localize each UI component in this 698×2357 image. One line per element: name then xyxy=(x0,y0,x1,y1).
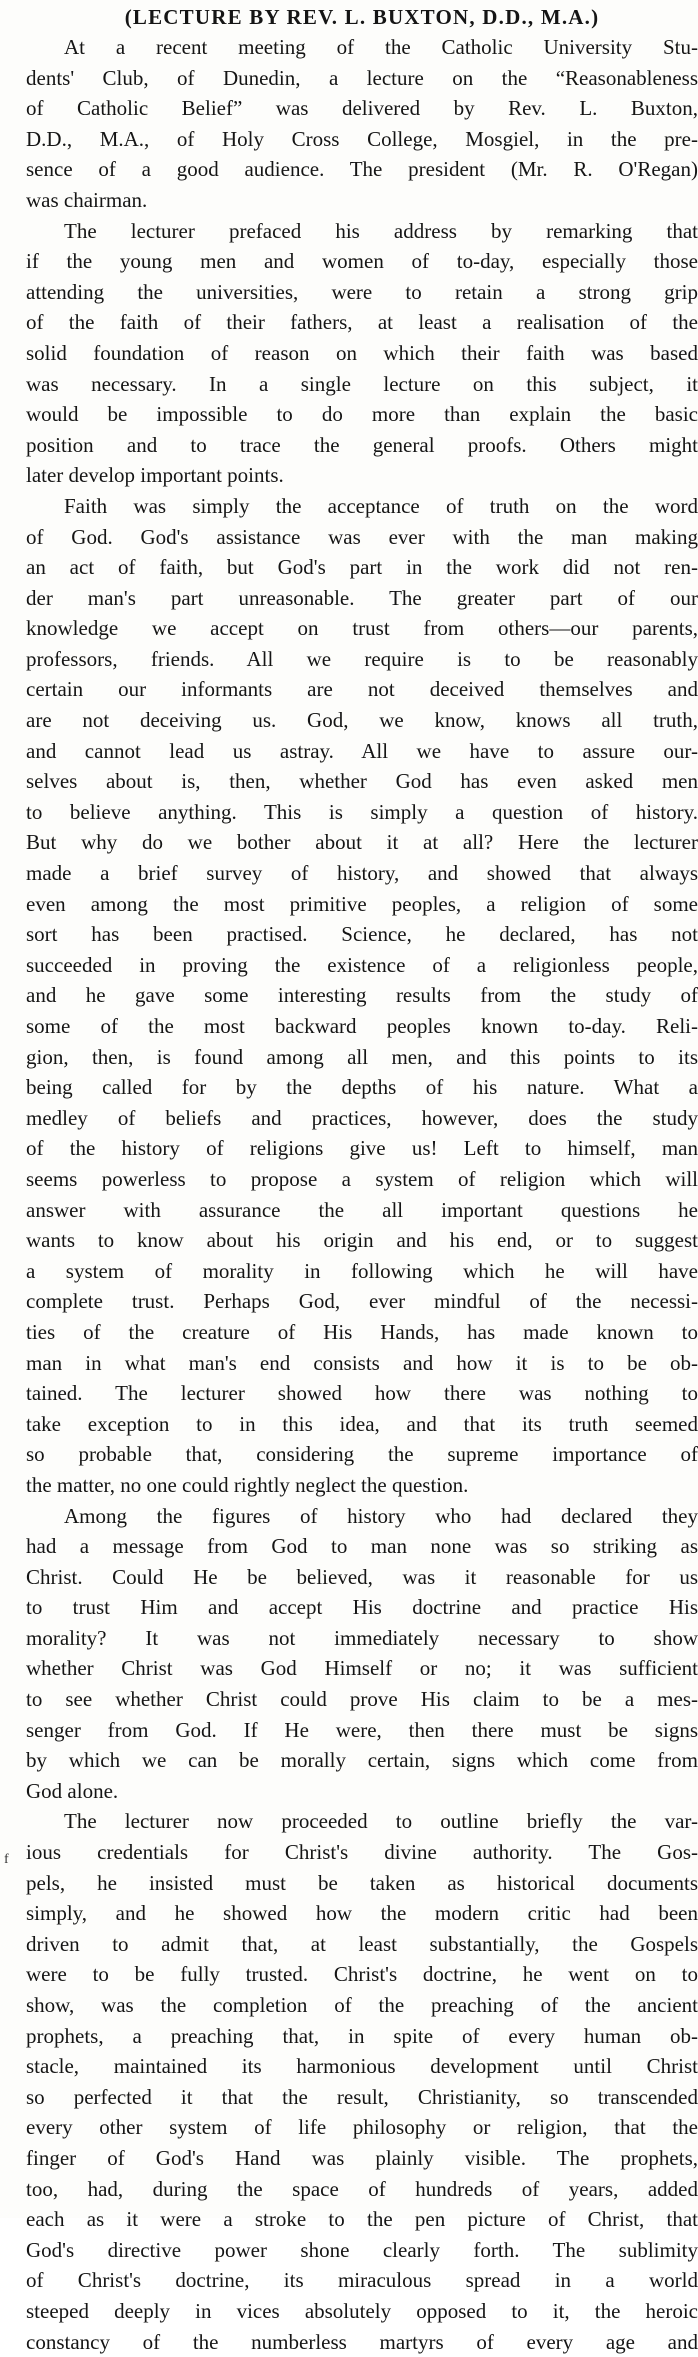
text-line: to trust Him and accept His doctrine and practice His xyxy=(26,1595,698,1620)
article-heading: (LECTURE BY REV. L. BUXTON, D.D., M.A.) xyxy=(124,5,600,29)
text-line: der man's part unreasonable. The greater part of our xyxy=(26,585,698,610)
text-line: attending the universities, were to retain a strong grip xyxy=(26,279,698,304)
text-line: pels, he insisted must be taken as historical documents xyxy=(26,1870,698,1895)
text-line: complete trust. Perhaps God, ever mindful of the necessi- xyxy=(26,1289,698,1314)
text-line: are not deceiving us. God, we know, knows all truth, xyxy=(26,708,698,733)
text-line: to see whether Christ could prove His claim to be a mes- xyxy=(26,1687,698,1712)
article-paragraph xyxy=(26,216,698,491)
text-line: of Christ's doctrine, its miraculous spread in a world xyxy=(26,2268,698,2293)
text-line: to believe anything. This is simply a question of history. xyxy=(26,799,698,824)
text-line: were to be fully trusted. Christ's doctrine, he went on to xyxy=(26,1962,698,1987)
article-paragraph xyxy=(26,32,698,216)
margin-mark: f xyxy=(4,1852,9,1867)
text-line: But why do we bother about it at all? Here the lecturer xyxy=(26,830,698,855)
text-line: prophets, a preaching that, in spite of every human ob- xyxy=(26,2023,698,2048)
text-line: ious credentials for Christ's divine authority. The Gos- xyxy=(26,1840,698,1865)
text-line: succeeded in proving the existence of a religionless people, xyxy=(26,952,698,977)
text-line: being called for by the depths of his nature. What a xyxy=(26,1075,698,1100)
text-line: The lecturer now proceeded to outline briefly the var- xyxy=(64,1809,698,1834)
text-line: At a recent meeting of the Catholic University Stu- xyxy=(64,35,698,59)
text-line: of God. God's assistance was ever with the man making xyxy=(26,524,698,549)
text-line: show, was the completion of the preaching of the ancient xyxy=(26,1993,698,2017)
text-line: certain our informants are not deceived themselves and xyxy=(26,677,698,702)
text-line: sence of a good audience. The president (Mr. R. O'Regan) xyxy=(26,157,698,182)
text-line: ties of the creature of His Hands, has made known to xyxy=(26,1319,698,1344)
text-line: God's directive power shone clearly forth. The sublimity xyxy=(26,2237,698,2262)
text-line: too, had, during the space of hundreds of years, added xyxy=(26,2176,698,2201)
text-line: the matter, no one could rightly neglect the question. xyxy=(26,1472,469,1497)
text-line: D.D., M.A., of Holy Cross College, Mosgiel, in the pre- xyxy=(26,126,698,151)
text-line: and cannot lead us astray. All we have to assure our- xyxy=(26,738,698,763)
text-line: of the faith of their fathers, at least a realisation of the xyxy=(26,310,698,335)
text-line: Among the figures of history who had declared they xyxy=(64,1503,698,1528)
text-line: steeped deeply in vices absolutely opposed to it, the heroic xyxy=(26,2298,698,2323)
text-line: each as it were a stroke to the pen picture of Christ, that xyxy=(26,2207,698,2232)
text-line: answer with assurance the all important questions he xyxy=(26,1197,698,1222)
text-line: Faith was simply the acceptance of truth on the word xyxy=(64,493,698,518)
text-line: gion, then, is found among all men, and this points to its xyxy=(26,1044,698,1069)
text-line: finger of God's Hand was plainly visible. The prophets, xyxy=(26,2145,698,2170)
text-line: so probable that, considering the supreme importance of xyxy=(26,1442,698,1467)
text-line: sort has been practised. Science, he declared, has not xyxy=(26,922,698,947)
text-line: was chairman. xyxy=(26,187,148,212)
text-line: if the young men and women of to-day, especially those xyxy=(26,249,698,274)
text-line: medley of beliefs and practices, however, does the study xyxy=(26,1105,698,1130)
text-line: selves about is, then, whether God has even asked men xyxy=(26,769,698,794)
text-line: made a brief survey of history, and showed that always xyxy=(26,861,698,886)
text-line: and he gave some interesting results from the study of xyxy=(26,983,698,1008)
text-line: wants to know about his origin and his end, or to suggest xyxy=(26,1228,698,1253)
text-line: professors, friends. All we require is to be reasonably xyxy=(26,646,698,671)
text-line: dents' Club, of Dunedin, a lecture on the “Reasonableness xyxy=(26,65,698,90)
text-line: was necessary. In a single lecture on this subject, it xyxy=(26,371,698,396)
text-line: man in what man's end consists and how it is to be ob- xyxy=(26,1350,698,1375)
text-line: morality? It was not immediately necessary to show xyxy=(26,1625,698,1650)
text-line: whether Christ was God Himself or no; it was sufficient xyxy=(26,1656,698,1681)
text-line: of Catholic Belief” was delivered by Rev. L. Buxton, xyxy=(26,96,698,121)
text-line: stacle, maintained its harmonious development until Christ xyxy=(26,2054,698,2079)
article-paragraph xyxy=(26,1501,698,1807)
text-line: God alone. xyxy=(26,1778,119,1803)
text-line: constancy of the numberless martyrs of every age and xyxy=(26,2329,698,2354)
text-line: knowledge we accept on trust from others—our parents, xyxy=(26,616,698,641)
text-line: simply, and he showed how the modern critic had been xyxy=(26,1901,698,1926)
text-line: take exception to in this idea, and that its truth seemed xyxy=(26,1411,698,1436)
text-line: even among the most primitive peoples, a religion of some xyxy=(26,891,698,916)
text-line: senger from God. If He were, then there must be signs xyxy=(26,1717,698,1742)
text-line: of the history of religions give us! Left to himself, man xyxy=(26,1136,698,1161)
text-line: by which we can be morally certain, signs which come from xyxy=(26,1748,698,1773)
text-line: an act of faith, but God's part in the work did not ren- xyxy=(26,555,698,580)
article-column xyxy=(26,0,698,2357)
text-line: seems powerless to propose a system of religion which will xyxy=(26,1166,698,1191)
text-line: had a message from God to man none was so striking as xyxy=(26,1534,698,1559)
text-line: some of the most backward peoples known to-day. Reli- xyxy=(26,1014,698,1038)
text-line: later develop important points. xyxy=(26,463,284,488)
text-line: position and to trace the general proofs. Others might xyxy=(26,432,698,457)
text-line: so perfected it that the result, Christianity, so transcended xyxy=(26,2084,698,2109)
text-line: a system of morality in following which he will have xyxy=(26,1258,698,1283)
text-line: driven to admit that, at least substantially, the Gospels xyxy=(26,1931,698,1956)
text-line: would be impossible to do more than explain the basic xyxy=(26,402,698,427)
article-paragraph xyxy=(26,1806,698,2357)
text-line: tained. The lecturer showed how there was nothing to xyxy=(26,1381,698,1406)
text-line: every other system of life philosophy or religion, that the xyxy=(26,2115,698,2140)
text-line: Christ. Could He be believed, was it reasonable for us xyxy=(26,1564,698,1589)
article-paragraph xyxy=(26,491,698,1501)
text-line: The lecturer prefaced his address by remarking that xyxy=(64,218,698,243)
article-body xyxy=(26,32,698,2357)
text-line: solid foundation of reason on which their faith was based xyxy=(26,340,698,365)
